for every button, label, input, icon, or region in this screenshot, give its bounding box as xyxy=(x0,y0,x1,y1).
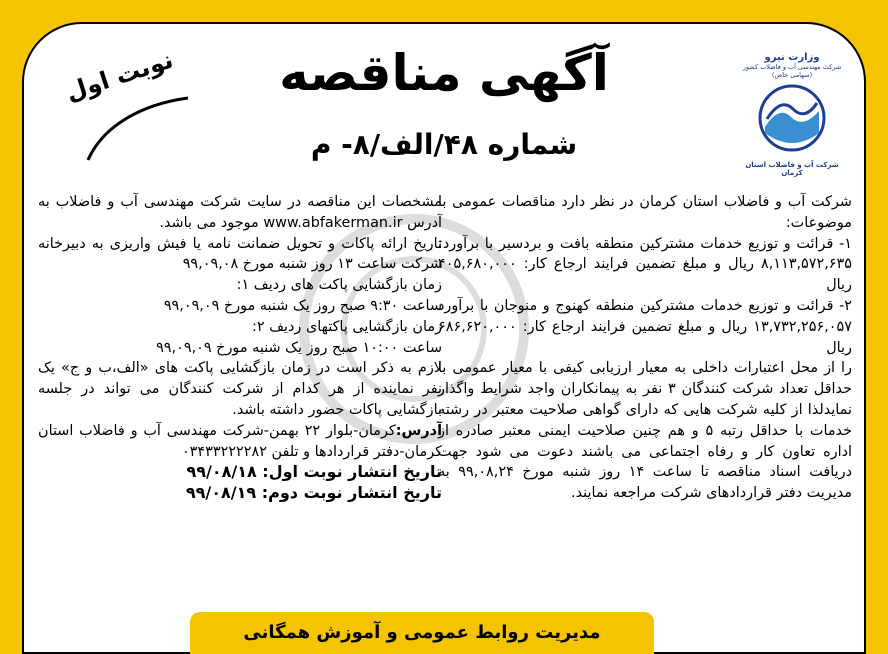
tender-item-2: ۲- قرائت و توزیع خدمات مشترکین منطقه کهنوج و منوجان با برآورد ۱۳,۷۳۲,۲۵۶,۰۵۷ ریال و مبلغ تضمین فرایند ارجاع کار: ۶۸۶,۶۲۰,۰۰۰ ریال xyxy=(438,297,852,356)
company-logo xyxy=(740,52,844,202)
opening-2-time: ساعت ۱۰:۰۰ صبح روز یک شنبه مورخ ۹۹,۰۹,۰۹ xyxy=(156,339,442,356)
opening-2-label: زمان بازگشایی پاکتهای ردیف ۲: xyxy=(251,318,442,335)
footer-banner xyxy=(190,612,654,654)
tender-details-column xyxy=(438,192,852,504)
tender-item-1: ۱- قرائت و توزیع خدمات مشترکین منطقه بافت و بردسیر با برآورد: ۸,۱۱۳,۵۷۲,۶۳۵ ریال و مبلغ تضمین فرایند ارجاع کار: ۴۰۵,۶۸۰,۰۰۰ ریال xyxy=(438,235,852,294)
tender-notice-card xyxy=(22,22,866,654)
logo-company: شرکت مهندسی آب و فاضلاب کشور xyxy=(742,63,842,71)
opening-1-time: ساعت ۹:۳۰ صبح روز یک شنبه مورخ ۹۹,۰۹,۰۹ xyxy=(163,297,442,314)
note-paragraph: لازم به ذکر است در زمان بازگشایی پاکت های «الف،ب و ج» یک نفر نماینده از هر کدام از شرکت کنندگان می تواند در جلسه بازگشایی پاکات حضور داشته باشد. xyxy=(38,360,442,418)
logo-ministry: وزارت نیرو xyxy=(764,52,820,63)
schedule-column xyxy=(38,192,442,504)
footer-text: مدیریت روابط عمومی و آموزش همگانی xyxy=(243,622,601,643)
intro-paragraph: شرکت آب و فاضلاب استان کرمان در نظر دارد مناقصات عمومی با موضوعات: xyxy=(438,194,852,231)
address-text: کرمان-بلوار ۲۲ بهمن-شرکت مهندسی آب و فاضلاب استان کرمان-دفتر قراردادها و تلفن ۰۳۴۳۳۲۲۲۲۸۲ xyxy=(38,422,442,460)
page-title: آگهی مناقصه xyxy=(279,44,609,102)
conditions-paragraph: را از محل اعتبارات داخلی به معیار ارزیابی کیفی با معیار عمومی با حداقل تعداد شرکت کنندگان ۳ نفر به پیمانکاران واجد شرایط واگذار نمایدلذا از کلیه شرکت هایی که دارای گواهی صلاحیت معتبر در رشته خدمات با حداقل رتبه ۵ و هم چنین صلاحیت ایمنی معتبر صادره از اداره تعاون کار و رفاه اجتماعی می باشند دعوت می شود جهت دریافت اسناد مناقصه تا ساعت ۱۴ روز شنبه مورخ ۹۹,۰۸,۲۴ به مدیریت دفتر قراردادهای شرکت مراجعه نمایند. xyxy=(438,360,853,502)
opening-1-label: زمان بازگشایی پاکت های ردیف ۱: xyxy=(236,277,442,294)
water-drop-logo-icon xyxy=(757,83,827,153)
address-label: آدرس: xyxy=(395,422,442,439)
curve-stroke-icon xyxy=(84,94,194,164)
round-label: نوبت اول xyxy=(62,45,177,107)
publish-date-2: تاریخ انتشار نوبت دوم: ۹۹/۰۸/۱۹ xyxy=(185,483,442,503)
logo-local-company: شرکت آب و فاضلاب استان کرمان xyxy=(745,161,839,177)
publish-date-1: تاریخ انتشار نوبت اول: ۹۹/۰۸/۱۸ xyxy=(186,462,442,482)
address-paragraph xyxy=(38,421,442,463)
logo-company-sub: (سهامی خاص) xyxy=(771,71,813,79)
spec-paragraph: مشخصات این مناقصه در سایت شرکت مهندسی آب و فاضلاب به آدرس www.abfakerman.ir موجود می باشد. xyxy=(38,194,442,231)
tender-number: شماره ۴۸/الف/۸- م xyxy=(310,128,578,161)
submission-paragraph: تاریخ ارائه پاکات و تحویل ضمانت نامه یا فیش واریزی به دبیرخانه شرکت ساعت ۱۳ روز شنبه مورخ ۹۹,۰۹,۰۸ xyxy=(38,235,442,273)
